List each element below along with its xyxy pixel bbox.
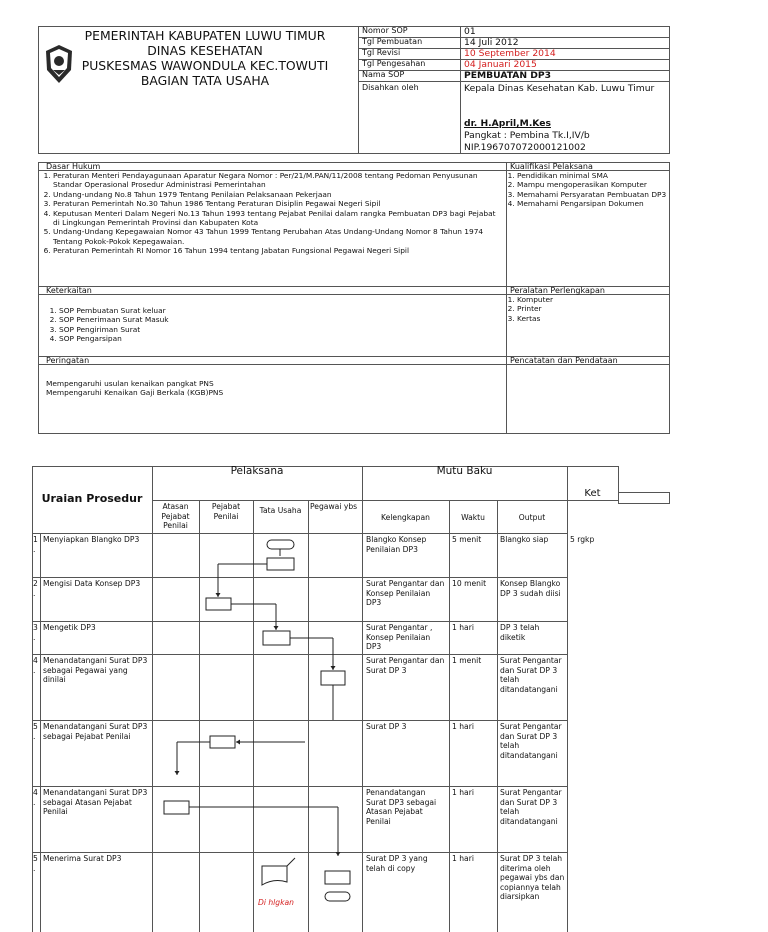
row-waktu: 1 menit [452, 656, 482, 665]
info-label: Tgl Pengesahan [362, 59, 426, 68]
peralatan-item: 1. Komputer [517, 295, 668, 304]
dasar-hukum-item: 1. Peraturan Menteri Pendayagunaan Aparatur Negara Nomor : Per/21/M.PAN/11/2008 tentang Pedoman Penyusunan Standar Operasional Prosedur Administrasi Pemerintahan [53, 171, 504, 190]
ket-header: Ket [584, 488, 601, 499]
row-waktu: 10 menit [452, 579, 487, 588]
info-value: 10 September 2014 [464, 48, 556, 59]
row-kelengkapan: Penandatangan Surat DP3 sebagai Atasan Pejabat Penilai [366, 788, 437, 826]
row-waktu: 1 hari [452, 854, 474, 863]
keterkaitan-item: 3. SOP Pengiriman Surat [59, 325, 480, 334]
pencatatan-title: Pencatatan dan Pendataan [510, 356, 618, 365]
role-header: Atasan Pejabat Penilai [161, 502, 190, 531]
row-kelengkapan: Surat DP 3 yang telah di copy [366, 854, 428, 873]
process-box [263, 631, 290, 645]
row-number: 3 . [33, 623, 38, 642]
row-number: 4 . [33, 788, 38, 807]
row-waktu: 1 hari [452, 722, 474, 731]
flow-note: Di hlgkan [258, 898, 294, 907]
info-label: Tgl Revisi [362, 48, 401, 57]
peralatan-title: Peralatan Perlengkapan [510, 286, 605, 295]
mutu-col-header: Kelengkapan [381, 513, 430, 522]
row-number: 1 . [33, 535, 38, 554]
keterkaitan-title: Keterkaitan [46, 286, 92, 295]
info-value: 01 [464, 26, 476, 37]
flow-connector [287, 858, 295, 866]
role-header: Pejabat Penilai [211, 502, 241, 521]
row-uraian: Menerima Surat DP3 [43, 854, 122, 863]
role-header: Tata Usaha [259, 506, 302, 515]
arrow-head [236, 740, 240, 745]
kualifikasi-title: Kualifikasi Pelaksana [510, 162, 593, 171]
peralatan-item: 2. Printer [517, 304, 668, 313]
row-number: 5 . [33, 854, 38, 873]
row-uraian: Menandatangani Surat DP3 sebagai Atasan Pejabat Penilai [43, 788, 148, 817]
row-uraian: Mengisi Data Konsep DP3 [43, 579, 141, 588]
signer-rank: Pangkat : Pembina Tk.I,IV/b [464, 130, 590, 141]
org-line: BAGIAN TATA USAHA [140, 73, 270, 88]
terminator-shape [325, 892, 350, 901]
process-box [321, 671, 345, 685]
kualifikasi-item: 4. Memahami Pengarsipan Dokumen [517, 199, 668, 208]
peringatan-line: Mempengaruhi usulan kenaikan pangkat PNS [46, 379, 214, 388]
row-output: DP 3 telah diketik [500, 623, 540, 642]
role-header: Pegawai ybs [310, 502, 358, 511]
arrow-head [336, 852, 341, 856]
process-box [206, 598, 231, 610]
process-box [164, 801, 189, 814]
row-kelengkapan: Blangko Konsep Penilaian DP3 [366, 535, 427, 554]
kualifikasi-item: 1. Pendidikan minimal SMA [517, 171, 668, 180]
row-kelengkapan: Surat Pengantar dan Surat DP 3 [366, 656, 445, 675]
row-output: Konsep Blangko DP 3 sudah diisi [500, 579, 561, 598]
kualifikasi-item: 3. Memahami Persyaratan Pembuatan DP3 [517, 190, 668, 199]
signer-nip: NIP.196707072000121002 [464, 142, 586, 153]
document-shape [262, 866, 287, 885]
row-waktu: 1 hari [452, 788, 474, 797]
row-uraian: Menandatangani Surat DP3 sebagai Pegawai yang dinilai [43, 656, 148, 685]
row-output: Surat Pengantar dan Surat DP 3 telah ditandatangani [500, 656, 562, 694]
dasar-hukum-item: 5. Undang-Undang Kepegawaian Nomor 43 Tahun 1999 Tentang Perubahan Atas Undang-Undang Nomor 8 Tahun 1974 Tentang Pokok-Pokok Kepegawaian. [53, 227, 504, 246]
dasar-hukum-item: 2. Undang-undang No.8 Tahun 1979 Tentang Penilaian Pelaksanaan Pekerjaan [53, 190, 504, 199]
row-kelengkapan: Surat DP 3 [366, 722, 407, 731]
row-output: Surat Pengantar dan Surat DP 3 telah ditandatangani [500, 788, 562, 826]
mutu-header: Mutu Baku [436, 465, 493, 477]
arrow-head [216, 593, 221, 597]
peringatan-line: Mempengaruhi Kenaikan Gaji Berkala (KGB)PNS [46, 388, 224, 398]
keterkaitan-item: 4. SOP Pengarsipan [59, 334, 480, 343]
process-box [267, 558, 294, 570]
org-line: PEMERINTAH KABUPATEN LUWU TIMUR [84, 28, 326, 43]
info-label: Tgl Pembuatan [362, 37, 423, 46]
row-kelengkapan: Surat Pengantar , Konsep Penilaian DP3 [366, 623, 433, 652]
arrow-head [175, 771, 180, 775]
info-label: Nomor SOP [362, 26, 408, 35]
uraian-header: Uraian Prosedur [41, 492, 143, 505]
arrow-head [274, 626, 279, 630]
row-number: 4 . [33, 656, 38, 675]
row-output: Surat Pengantar dan Surat DP 3 telah ditandatangani [500, 722, 562, 760]
info-value: 14 Juli 2012 [464, 37, 519, 48]
info-label: Nama SOP [362, 70, 405, 79]
dasar-hukum-item: 3. Peraturan Pemerintah No.30 Tahun 1986 Tentang Peraturan Disiplin Pegawai Negeri Sipil [53, 199, 504, 208]
kualifikasi-item: 2. Mampu mengoperasikan Komputer [517, 180, 668, 189]
keterkaitan-item: 2. SOP Penerimaan Surat Masuk [59, 315, 480, 324]
row-ket: 5 rgkp [570, 535, 595, 544]
row-output: Blangko siap [500, 535, 549, 544]
dasar-hukum-item: 6. Peraturan Pemerintah RI Nomor 16 Tahun 1994 tentang Jabatan Fungsional Pegawai Negeri Sipil [53, 246, 504, 255]
mutu-col-header: Waktu [461, 513, 485, 522]
mutu-col-header: Output [518, 513, 546, 522]
peringatan-title: Peringatan [46, 356, 90, 365]
row-uraian: Mengetik DP3 [43, 623, 96, 632]
org-line: DINAS KESEHATAN [147, 43, 263, 58]
row-number: 5 . [33, 722, 38, 741]
row-waktu: 1 hari [452, 623, 474, 632]
row-output: Surat DP 3 telah diterima oleh pegawai ybs dan copiannya telah diarsipkan [500, 854, 565, 902]
row-uraian: Menyiapkan Blangko DP3 [43, 535, 140, 544]
terminator-shape [267, 540, 294, 549]
row-number: 2 . [33, 579, 38, 598]
info-value: 04 Januari 2015 [464, 59, 537, 70]
dasar-hukum-item: 4. Keputusan Menteri Dalam Negeri No.13 Tahun 1993 tentang Pejabat Penilai dalam rangka Pembuatan DP3 bagi Pejabat di Lingkungan Pemerintah Provinsi dan Kabupaten Kota [53, 209, 504, 228]
disahkan-value: Kepala Dinas Kesehatan Kab. Luwu Timur [464, 83, 655, 94]
row-waktu: 5 menit [452, 535, 482, 544]
peralatan-item: 3. Kertas [517, 314, 668, 323]
signer-name: dr. H.April,M.Kes [464, 118, 551, 129]
row-kelengkapan: Surat Pengantar dan Konsep Penilaian DP3 [366, 579, 445, 608]
disahkan-label: Disahkan oleh [362, 83, 419, 92]
keterkaitan-item: 1. SOP Pembuatan Surat keluar [59, 306, 480, 315]
info-value: PEMBUATAN DP3 [464, 70, 552, 81]
dasar-hukum-title: Dasar Hukum [46, 162, 101, 171]
process-box [325, 871, 350, 884]
org-line: PUSKESMAS WAWONDULA KEC.TOWUTI [81, 58, 329, 73]
arrow-head [331, 666, 336, 670]
process-box [210, 736, 235, 748]
row-uraian: Menandatangani Surat DP3 sebagai Pejabat Penilai [43, 722, 148, 741]
pelaksana-header: Pelaksana [230, 465, 284, 477]
